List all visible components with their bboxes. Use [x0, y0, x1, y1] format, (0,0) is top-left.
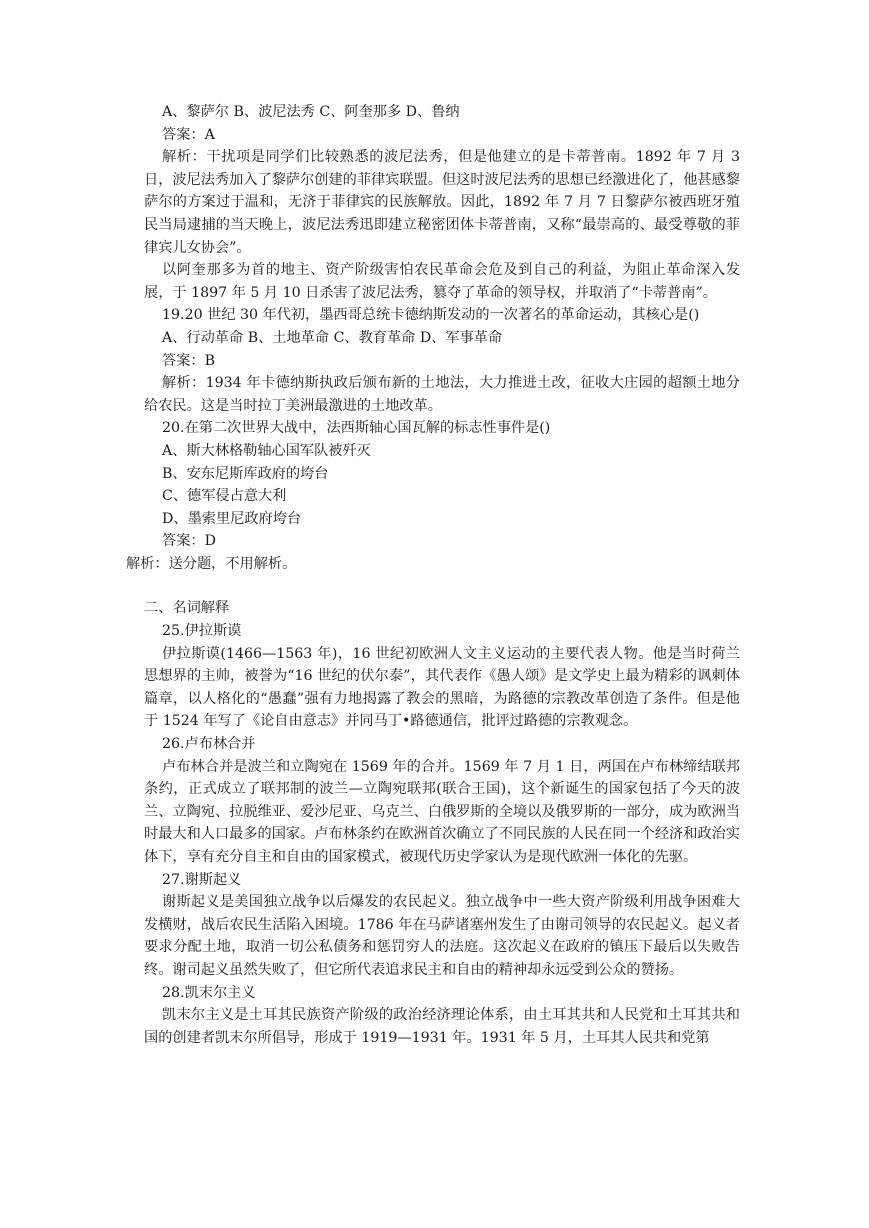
- q19-answer: 答案：B: [162, 352, 215, 369]
- q20-option-b: B、安东尼斯库政府的垮台: [162, 465, 329, 482]
- q20-analysis: 解析：送分题，不用解析。: [126, 555, 297, 572]
- q19-analysis: 解析：1934 年卡德纳斯执政后颁布新的土地法，大力推进土改，征收大庄园的超额土地分给农民。这是当时拉丁美洲最激进的土地改革。: [144, 375, 740, 414]
- term-25-body: 伊拉斯谟(1466—1563 年)，16 世纪初欧洲人文主义运动的主要代表人物。他是当时荷兰思想界的主帅，被誉为“16 世纪的伏尔泰”，其代表作《愚人颂》是文学史上最为精彩的讽刺体篇章，以人格化的“愚蠢”强有力地揭露了教会的黑暗，为路德的宗教改革创造了条件。但是他于 1524 年写了《论自由意志》并同马丁•路德通信，批评过路德的宗教观念。: [144, 645, 740, 730]
- term-27-title: 27.谢斯起义: [162, 871, 242, 888]
- document-page: [126, 101, 740, 1049]
- q18-analysis: 解析：干扰项是同学们比较熟悉的波尼法秀，但是他建立的是卡蒂普南。1892 年 7 月 3 日，波尼法秀加入了黎萨尔创建的菲律宾联盟。但这时波尼法秀的思想已经激进化了，他甚感黎萨尔的方案过于温和，无济于菲律宾的民族解放。因此，1892 年 7 月 7 日黎萨尔被西班牙殖民当局逮捕的当天晚上，波尼法秀迅即建立秘密团体卡蒂普南，又称“最崇高的、最受尊敬的菲律宾儿女协会”。: [144, 149, 740, 256]
- section-heading: 二、名词解释: [144, 600, 230, 617]
- term-26-title: 26.卢布林合并: [162, 736, 256, 753]
- term-28-body: 凯末尔主义是土耳其民族资产阶级的政治经济理论体系，由土耳其共和人民党和土耳其共和国的创建者凯末尔所倡导，形成于 1919—1931 年。1931 年 5 月，土耳其人民共和党第: [144, 1007, 740, 1046]
- term-27-body: 谢斯起义是美国独立战争以后爆发的农民起义。独立战争中一些大资产阶级利用战争困难大发横财，战后农民生活陷入困境。1786 年在马萨诸塞州发生了由谢司领导的农民起义。起义者要求分配土地，取消一切公私债务和惩罚穷人的法庭。这次起义在政府的镇压下最后以失败告终。谢司起义虽然失败了，但它所代表追求民主和自由的精神却永远受到公众的赞扬。: [144, 894, 740, 978]
- q18-analysis-continued: 以阿奎那多为首的地主、资产阶级害怕农民革命会危及到自己的利益，为阻止革命深入发展，于 1897 年 5 月 10 日杀害了波尼法秀，篡夺了革命的领导权，并取消了“卡蒂普南”。: [144, 262, 740, 301]
- term-26-body: 卢布林合并是波兰和立陶宛在 1569 年的合并。1569 年 7 月 1 日，两国在卢布林缔结联邦条约，正式成立了联邦制的波兰—立陶宛联邦(联合王国)，这个新诞生的国家包括了今天的波兰、立陶宛、拉脱维亚、爱沙尼亚、乌克兰、白俄罗斯的全境以及俄罗斯的一部分，成为欧洲当时最大和人口最多的国家。卢布林条约在欧洲首次确立了不同民族的人民在同一个经济和政治实体下，享有充分自主和自由的国家模式，被现代历史学家认为是现代欧洲一体化的先驱。: [144, 758, 740, 865]
- q20-question: 20.在第二次世界大战中，法西斯轴心国瓦解的标志性事件是(): [162, 420, 551, 437]
- term-28-title: 28.凯末尔主义: [162, 984, 256, 1001]
- q20-option-c: C、德军侵占意大利: [162, 488, 287, 505]
- q20-answer: 答案：D: [162, 533, 216, 550]
- q18-options: A、黎萨尔 B、波尼法秀 C、阿奎那多 D、鲁纳: [162, 104, 460, 120]
- section-spacer: [144, 575, 740, 597]
- q19-question: 19.20 世纪 30 年代初，墨西哥总统卡德纳斯发动的一次著名的革命运动，其核心是(): [162, 307, 700, 324]
- term-25-title: 25.伊拉斯谟: [162, 623, 242, 640]
- q18-answer: 答案：A: [162, 126, 215, 143]
- q20-option-a: A、斯大林格勒轴心国军队被歼灭: [162, 442, 371, 459]
- q20-option-d: D、墨索里尼政府垮台: [162, 510, 302, 527]
- q19-options: A、行动革命 B、土地革命 C、教育革命 D、军事革命: [162, 329, 503, 346]
